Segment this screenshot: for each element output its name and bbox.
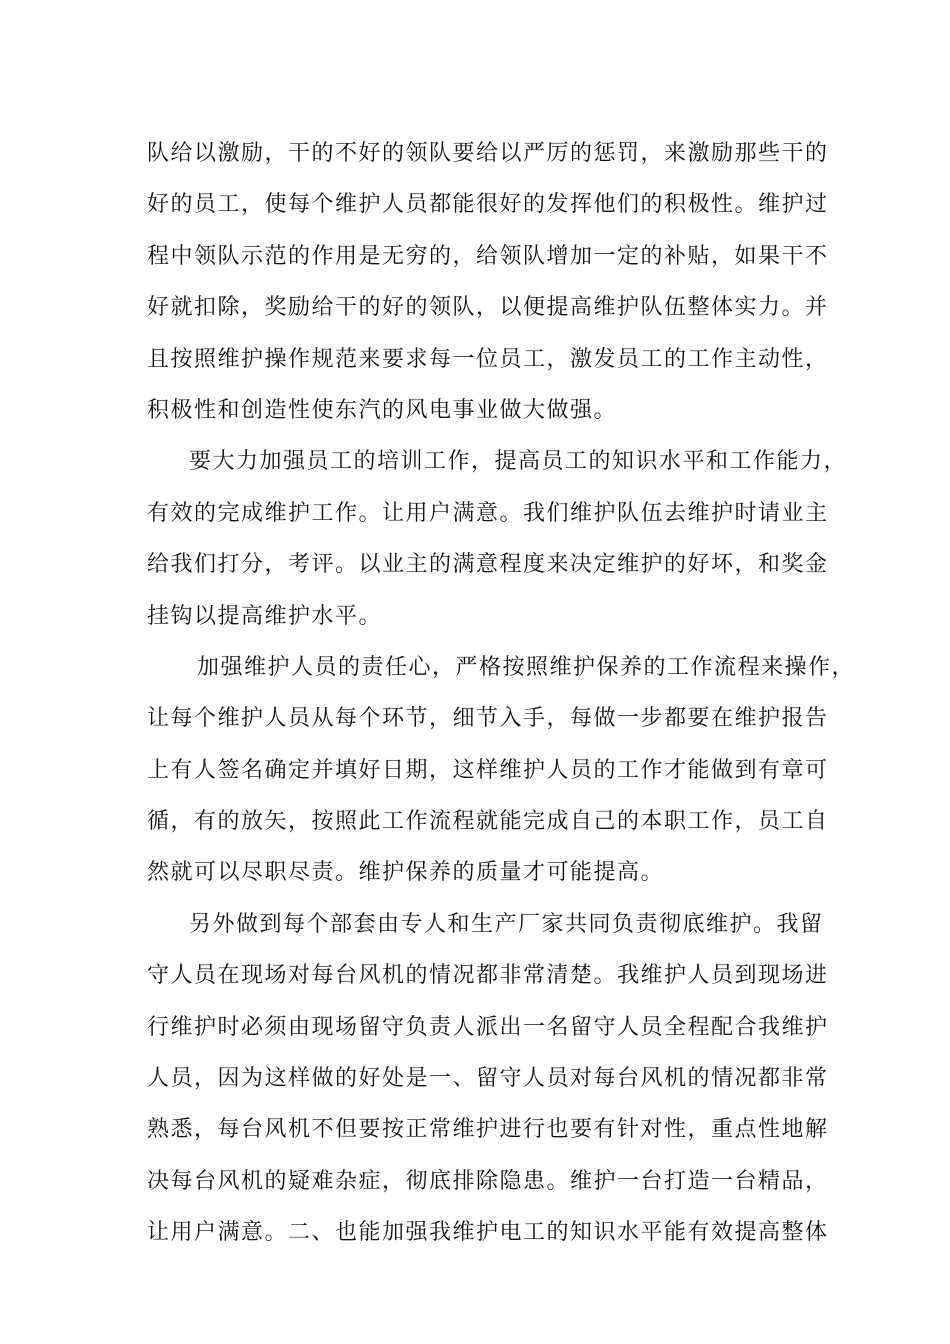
text-line: 熟悉，每台风机不但要按正常维护进行也要有针对性，重点性地解 [147,1117,829,1143]
text-line: 另外做到每个部套由专人和生产厂家共同负责彻底维护。我留 [189,911,824,937]
text-line: 加强维护人员的责任心，严格按照维护保养的工作流程来操作， [197,654,856,680]
text-line: 且按照维护操作规范来要求每一位员工，激发员工的工作主动性， [147,346,829,372]
text-line: 让用户满意。二、也能加强我维护电工的知识水平能有效提高整体 [147,1220,829,1246]
text-line: 行维护时必须由现场留守负责人派出一名留守人员全程配合我维护 [147,1014,829,1040]
paragraph-3 [147,642,856,899]
text-line: 上有人签名确定并填好日期，这样维护人员的工作才能做到有章可 [147,757,829,783]
text-line: 人员，因为这样做的好处是一、留守人员对每台风机的情况都非常 [147,1066,829,1092]
text-line: 让每个维护人员从每个环节，细节入手，每做一步都要在维护报告 [147,706,829,732]
paragraph-4 [147,899,827,1259]
text-line: 然就可以尽职尽责。维护保养的质量才可能提高。 [147,860,665,886]
text-line: 队给以激励，干的不好的领队要给以严厉的惩罚，来激励那些干的 [147,141,829,166]
body-text [147,128,856,1259]
text-line: 挂钩以提高维护水平。 [147,603,383,629]
text-line: 要大力加强员工的培训工作，提高员工的知识水平和工作能力， [189,449,848,475]
paragraph-1 [147,128,827,436]
text-line: 好的员工，使每个维护人员都能很好的发挥他们的积极性。维护过 [147,192,829,218]
text-line: 好就扣除，奖励给干的好的领队，以便提高维护队伍整体实力。并 [147,295,829,321]
text-line: 有效的完成维护工作。让用户满意。我们维护队伍去维护时请业主 [147,500,829,526]
text-line: 给我们打分，考评。以业主的满意程度来决定维护的好坏，和奖金 [147,552,829,578]
text-line: 循，有的放矢，按照此工作流程就能完成自己的本职工作，员工自 [147,809,829,835]
paragraph-2 [147,436,848,642]
text-line: 守人员在现场对每台风机的情况都非常清楚。我维护人员到现场进 [147,963,829,989]
text-line: 决每台风机的疑难杂症，彻底排除隐患。维护一台打造一台精品， [147,1168,829,1194]
text-line: 积极性和创造性使东汽的风电事业做大做强。 [147,397,618,423]
text-line: 程中领队示范的作用是无穷的，给领队增加一定的补贴，如果干不 [147,243,829,269]
